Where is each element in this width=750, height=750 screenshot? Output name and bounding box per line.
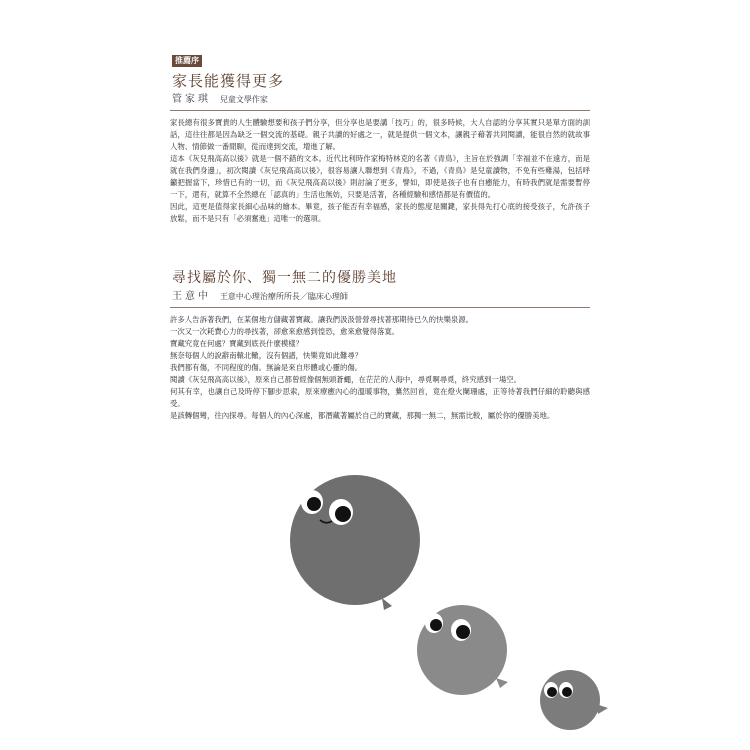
recommendation-section-2 (170, 268, 590, 422)
section-title: 家長能獲得更多 (172, 72, 285, 90)
section-title: 尋找屬於你、獨一無二的優勝美地 (172, 270, 397, 286)
author-line (172, 290, 590, 304)
paragraph: 家長總有很多寶貴的人生體驗想要和孩子們分享，但分享也是要講「技巧」的，很多時候，大人自認的分享其實只是單方面的訓話，這往往都是因為缺乏一個交流的基礎。親子共讀的好處之一，就是提供一個文本，讓親子藉著共同閱讀，能很自然的就故事人物、情節做一番閒聊，從而達到交流，增進了解。 (170, 118, 590, 151)
author-role: 王意中心理治療所所長／臨床心理師 (219, 292, 348, 301)
medium-balloon-character (417, 605, 508, 695)
paragraph: 一次又一次耗費心力的尋找著，卻愈來愈感到惶恐，愈來愈覺得落寞。 (170, 327, 400, 336)
section-body (170, 314, 590, 422)
paragraph: 閱讀《灰兒飛高高以後》，原來自己都曾經像個無頭蒼蠅，在茫茫的人海中，尋覓啊尋覓，終究感到一場空。 (170, 375, 522, 384)
paragraph: 我們都有傷，不同程度的傷。無論是來自形體或心靈的傷。 (170, 363, 363, 372)
small-balloon-character (540, 670, 608, 730)
recommendation-section-1 (170, 48, 590, 225)
paragraph: 這本《灰兒飛高高以後》就是一個不錯的文本。近代比利時作家梅特林克的名著《青鳥》，主旨在於強調「幸福並不在遠方，而是就在我們身邊」，初次閱讀《灰兒飛高高以後》，很容易讓人聯想到《青鳥》，不過，《青鳥》是兒童讀物，不免有些雞湯，包括呼籲把握當下，珍惜已有的一切，而《灰兒飛高高以後》則討論了更多，譬如，即使是孩子也有自癒能力，有時我們就是需要暫停一下，還有，就算不全然總在「認真的」生活也無妨，只要是活著，各種經驗和感悟都是有價值的。 (170, 154, 590, 199)
paragraph: 是該轉個彎，往內探尋。每個人的內心深處，都潛藏著屬於自己的寶藏，那獨一無二，無需比較，屬於你的優勝美地。 (170, 411, 555, 420)
author-line (172, 93, 590, 107)
large-balloon-character (290, 475, 420, 610)
author-name: 管家琪 (172, 94, 211, 105)
paragraph: 寶藏究竟在何處？寶藏到底長什麼模樣？ (170, 339, 304, 348)
author-name: 王意中 (172, 291, 211, 302)
section-body (170, 117, 590, 225)
paragraph: 因此，這更是值得家長細心品味的繪本。畢竟，孩子能否有幸福感，家長的態度是關鍵，家長得先打心底的接受孩子，允許孩子放鬆，而不是只有「必須奮進」這唯一的選項。 (170, 202, 590, 223)
author-role: 兒童文學作家 (219, 95, 268, 104)
divider (170, 110, 590, 111)
paragraph: 無奈每個人的說辭南轅北轍，沒有個譜，快樂竟如此難尋？ (170, 351, 363, 360)
divider (170, 307, 590, 308)
paragraph: 許多人告訴著我們，在某個地方儲藏著寶藏。讓我們汲汲營營尋找著那期待已久的快樂泉源。 (170, 315, 474, 324)
paragraph: 何其有幸，也讓自己及時停下腳步思索，原來療癒內心的溫暖事物，驀然回首，竟在燈火闌珊處，正等待著我們仔細的聆聽與感受。 (170, 387, 590, 408)
section-tag: 推薦序 (172, 55, 202, 67)
